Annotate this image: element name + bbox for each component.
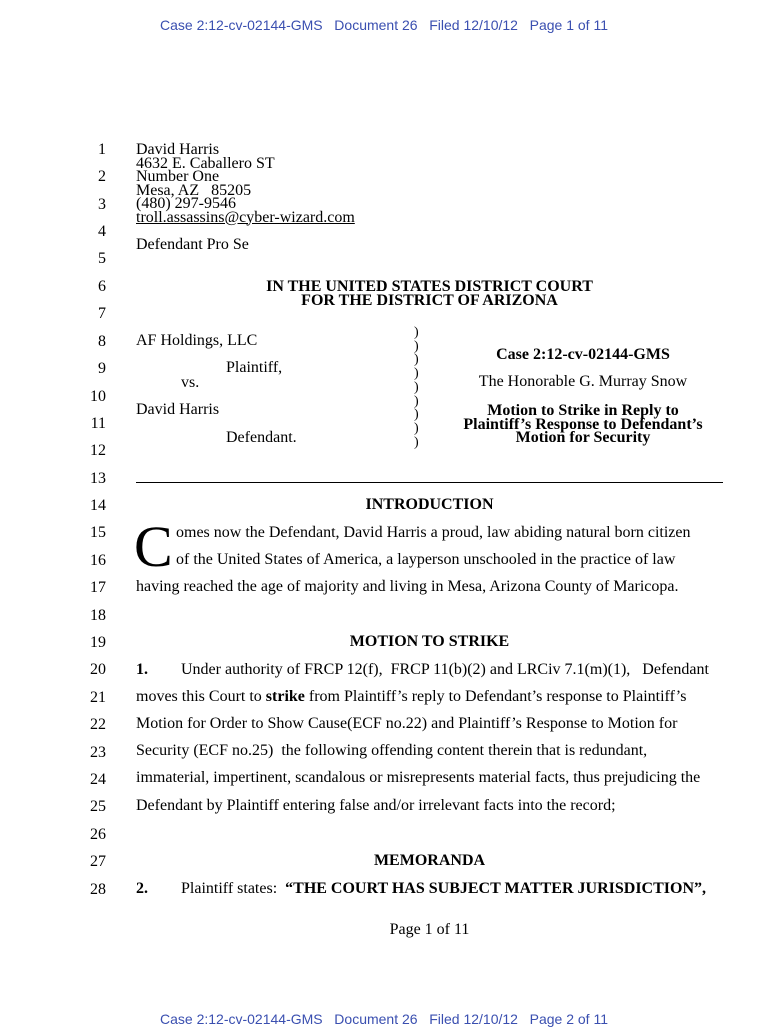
motion-heading: MOTION TO STRIKE <box>349 633 510 650</box>
party-block <box>136 143 355 224</box>
line-number: 11 <box>90 415 106 432</box>
party-role: Defendant Pro Se <box>136 236 249 253</box>
line-number: 4 <box>98 223 106 240</box>
caption-paren: ) <box>414 407 419 423</box>
line-number: 24 <box>90 771 106 788</box>
intro-line: omes now the Defendant, David Harris a proud, law abiding natural born citizen <box>176 524 691 541</box>
court-title <box>136 280 723 307</box>
paragraph-number: 1. <box>136 661 148 678</box>
judge-name: The Honorable G. Murray Snow <box>478 373 688 390</box>
caption-paren: ) <box>414 434 419 450</box>
line-number: 15 <box>90 524 106 541</box>
line-number: 2 <box>98 168 106 185</box>
line-number: 10 <box>90 388 106 405</box>
caption-paren: ) <box>414 352 419 368</box>
motion-line <box>136 688 686 706</box>
line-number: 27 <box>90 853 106 870</box>
case-number: Case 2:12-cv-02144-GMS <box>496 346 670 363</box>
plaintiff-name: AF Holdings, LLC <box>136 332 258 349</box>
line-number: 28 <box>90 881 106 898</box>
motion-text: from Plaintiff’s reply to Defendant’s response to Plaintiff’s <box>304 688 687 705</box>
plaintiff-label: Plaintiff, <box>226 359 283 376</box>
motion-title <box>443 404 723 445</box>
caption-paren: ) <box>414 325 419 340</box>
party-phone: (480) 297-9546 <box>136 195 236 212</box>
intro-drop-cap: C <box>134 514 173 579</box>
motion-line: Defendant by Plaintiff entering false and/or irrelevant facts into the record; <box>136 797 616 814</box>
line-number: 25 <box>90 798 106 815</box>
line-number: 9 <box>98 360 106 377</box>
motion-text: moves this Court to <box>136 688 266 705</box>
defendant-name: David Harris <box>136 401 220 418</box>
court-title-line2: FOR THE DISTRICT OF ARIZONA <box>301 291 558 309</box>
party-city: Mesa, AZ 85205 <box>136 181 252 199</box>
party-email-link[interactable]: troll.assassins@cyber-wizard.com <box>136 208 355 226</box>
memoranda-quote: “THE COURT HAS SUBJECT MATTER JURISDICTION”, <box>285 880 706 897</box>
caption-divider <box>136 482 723 483</box>
caption-paren: ) <box>414 366 419 382</box>
line-number: 16 <box>90 552 106 569</box>
versus-label: vs. <box>181 374 200 391</box>
line-number: 20 <box>90 661 106 678</box>
caption-paren: ) <box>414 338 419 354</box>
memoranda-lead: Plaintiff states: <box>181 880 286 897</box>
intro-line: of the United States of America, a layperson unschooled in the practice of law <box>176 551 676 568</box>
line-number: 14 <box>90 497 106 514</box>
line-number: 8 <box>98 333 106 350</box>
motion-title-line2: Plaintiff’s Response to Defendant’s <box>463 415 703 433</box>
line-number: 19 <box>90 634 106 651</box>
line-number: 6 <box>98 278 106 295</box>
line-number: 5 <box>98 250 106 267</box>
caption-paren-column <box>414 326 419 449</box>
party-street: 4632 E. Caballero ST <box>136 154 275 172</box>
motion-line: Security (ECF no.25) the following offending content therein that is redundant, <box>136 742 648 759</box>
paragraph-number: 2. <box>136 880 148 897</box>
memoranda-line <box>181 880 706 898</box>
motion-title-line3: Motion for Security <box>515 429 651 446</box>
line-number: 1 <box>98 141 106 158</box>
ecf-header: Case 2:12-cv-02144-GMS Document 26 Filed 12/10/12 Page 1 of 11 <box>160 17 608 33</box>
line-number: 26 <box>90 826 106 843</box>
line-number: 22 <box>90 716 106 733</box>
motion-line: Under authority of FRCP 12(f), FRCP 11(b)(2) and LRCiv 7.1(m)(1), Defendant <box>181 661 709 678</box>
line-number: 23 <box>90 744 106 761</box>
line-number: 21 <box>90 689 106 706</box>
intro-line: having reached the age of majority and living in Mesa, Arizona County of Maricopa. <box>136 578 679 595</box>
line-number: 12 <box>90 442 106 459</box>
line-number: 17 <box>90 579 106 596</box>
line-number: 18 <box>90 607 106 624</box>
motion-line: Motion for Order to Show Cause(ECF no.22) and Plaintiff’s Response to Motion for <box>136 715 678 732</box>
party-unit: Number One <box>136 168 220 185</box>
court-title-line1: IN THE UNITED STATES DISTRICT COURT <box>266 278 593 295</box>
motion-strike-word: strike <box>265 688 305 705</box>
line-number: 3 <box>98 196 106 213</box>
defendant-label: Defendant. <box>226 429 297 446</box>
intro-heading: INTRODUCTION <box>365 496 494 513</box>
caption-paren: ) <box>414 379 419 395</box>
party-name: David Harris <box>136 141 220 158</box>
motion-title-line1: Motion to Strike in Reply to <box>487 402 679 419</box>
ecf-header-next-page: Case 2:12-cv-02144-GMS Document 26 Filed 12/10/12 Page 2 of 11 <box>160 1011 608 1027</box>
line-number: 13 <box>90 470 106 487</box>
page-footer: Page 1 of 11 <box>389 921 470 938</box>
line-number: 7 <box>98 305 106 322</box>
memoranda-heading: MEMORANDA <box>373 852 486 869</box>
motion-line: immaterial, impertinent, scandalous or misrepresents material facts, thus prejudicing the <box>136 769 701 786</box>
caption-paren: ) <box>414 420 419 436</box>
caption-paren: ) <box>414 393 419 409</box>
